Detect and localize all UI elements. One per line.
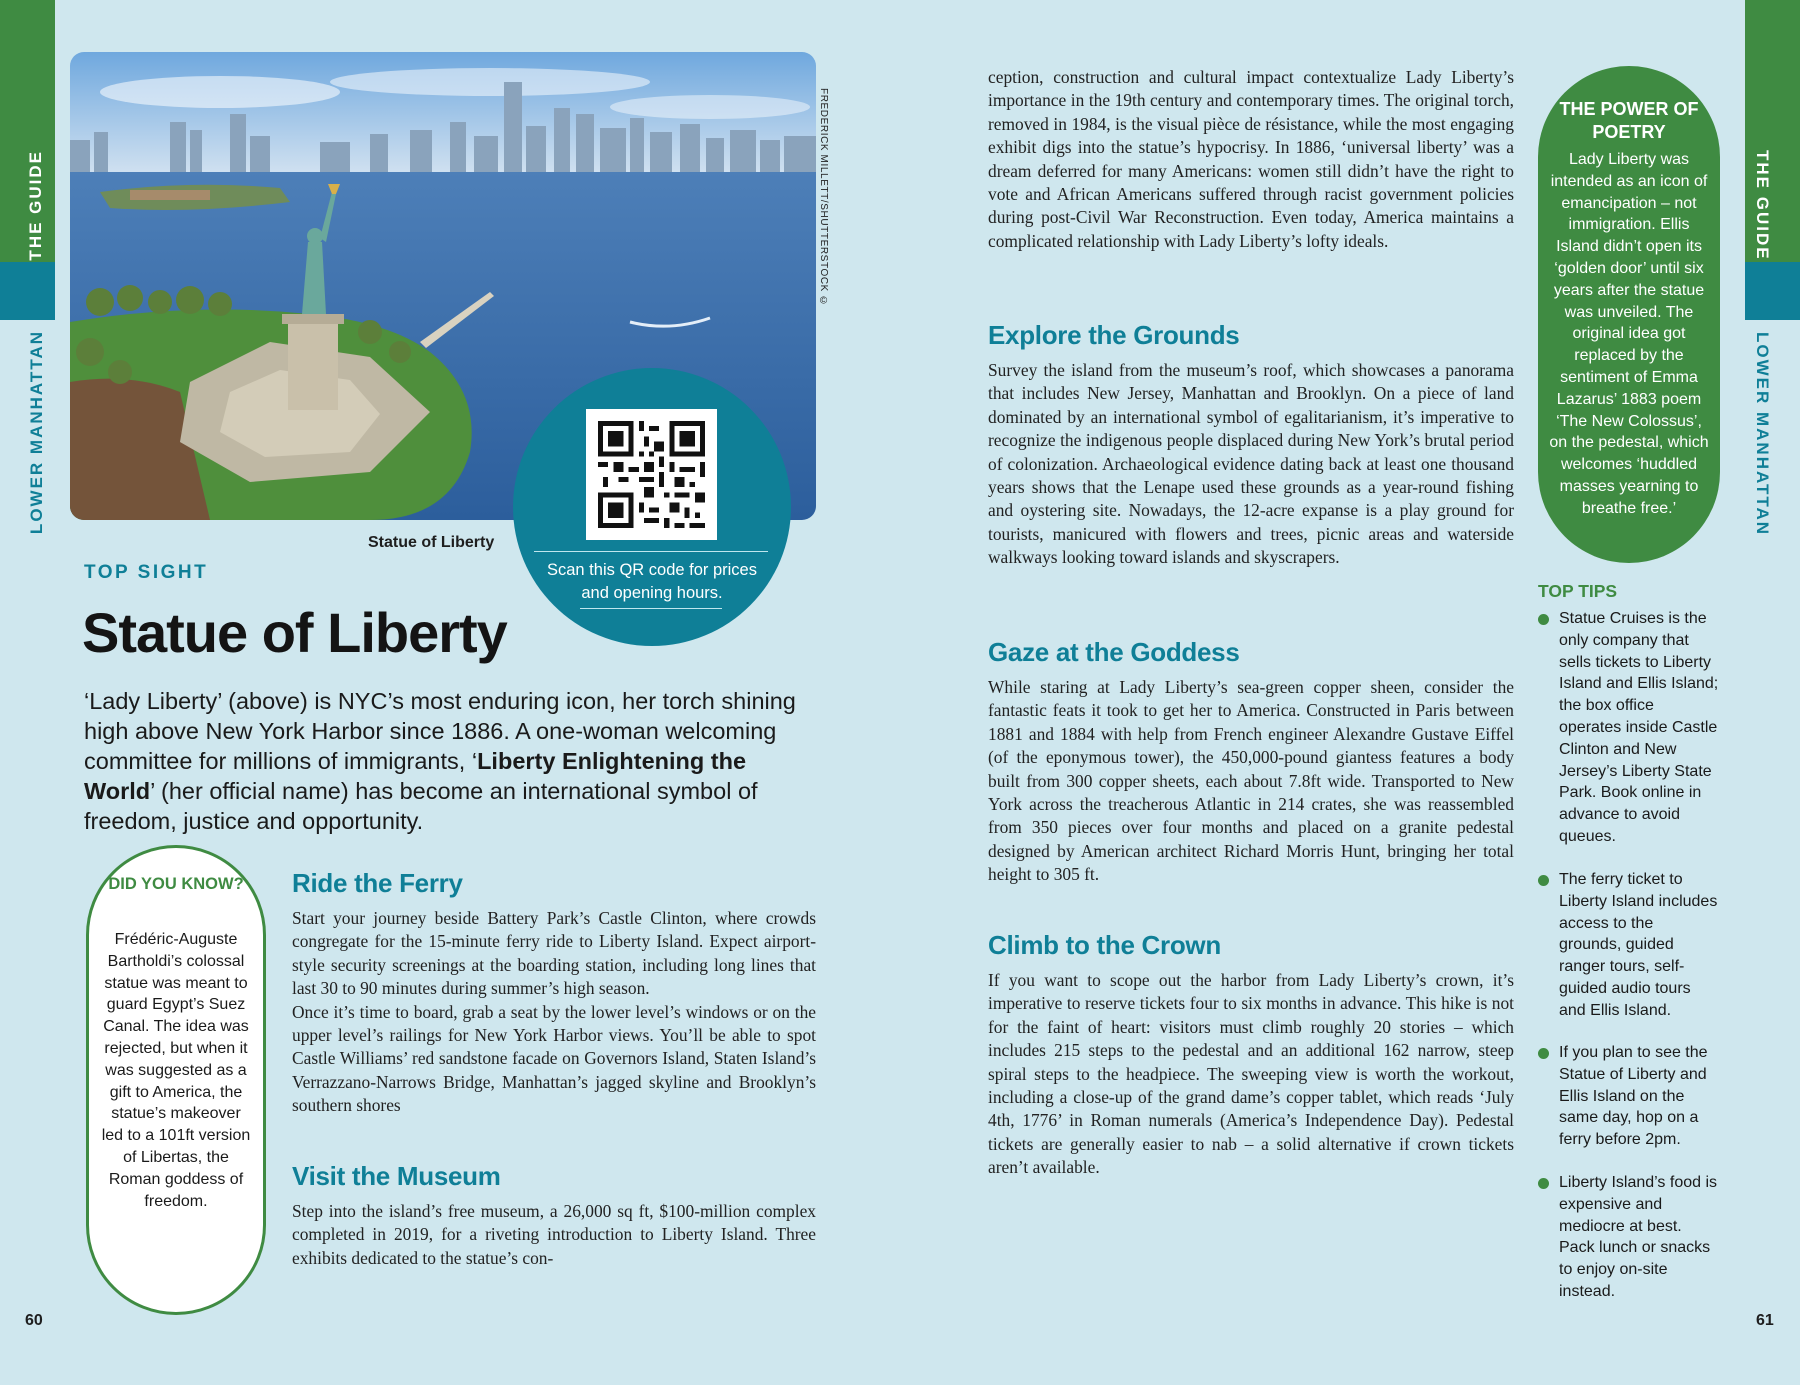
bullet-icon [1538,875,1549,886]
right-tab-section-label: LOWER MANHATTAN [1753,332,1772,537]
right-tab-accent [1745,262,1800,320]
tip-text: Statue Cruises is the only company that sells tickets to Liberty Island and Ellis Island; the box office operates inside Castle Clinton and New Jersey’s Liberty State Park. Book online in advance to avoid queues. [1559,610,1719,845]
tip-text: Liberty Island’s food is expensive and mediocre at best. Pack lunch or snacks to enjoy on-site instead. [1559,1174,1718,1300]
top-tips-title: TOP TIPS [1538,581,1618,601]
ferry-paragraph-1: Start your journey beside Battery Park’s Castle Clinton, where crowds congregate for the 15-minute ferry ride to Liberty Island. Expect airport-style security screenings at the boarding station, including long lines that last 30 to 90 minutes during summer’s high season. [292,908,816,999]
tip-text: If you plan to see the Statue of Liberty and Ellis Island on the same day, hop on a ferry before 2pm. [1559,1044,1708,1149]
qr-caption-line-2: and opening hours. [581,584,723,602]
left-tab-accent [0,262,55,320]
ferry-body [292,907,816,1118]
tip-text: The ferry ticket to Liberty Island includes access to the grounds, guided ranger tours, self-guided audio tours and Ellis Island. [1559,871,1718,1019]
left-tab-section-label: LOWER MANHATTAN [27,330,46,535]
ferry-paragraph-2: Once it’s time to board, grab a seat by the lower level’s windows or on the upper level’s railings for New York Harbor views. You’ll be able to spot Castle Williams’ red sandstone facade on Governors Island, Staten Island’s Verrazzano-Narrows Bridge, Manhattan’s jagged skyline and Brooklyn’s southern shores [292,1001,816,1116]
lead-text-2: ’ (her official name) has become an international symbol of freedom, justice and opportunity. [84,778,758,834]
qr-caption-line-1: Scan this QR code for prices [546,561,757,579]
photo-credit: FREDERICK MILLETT/SHUTTERSTOCK © [818,88,829,307]
qr-code-icon [598,421,705,528]
goddess-paragraph: While staring at Lady Liberty’s sea-green copper sheen, consider the fantastic feats it took to get her to America. Constructed in Paris between 1881 and 1884 with help from French engineer Alexandre Gustave Eiffel (of the eponymous tower), the 450,000-pound giantess features a body built from 300 copper sheets, each about 7.8ft wide. Transported to New York across the treacherous Atlantic in 214 crates, she was reassembled from 350 pieces over four months and placed on a granite pedestal designed by American architect Richard Morris Hunt, bringing her total height to 305 ft. [988,677,1514,885]
did-you-know-title: DID YOU KNOW? [108,875,244,893]
museum-paragraph-1: Step into the island’s free museum, a 26,000 sq ft, $100-million complex completed in 2019, for a riveting introduction to Liberty Island. Three exhibits dedicated to the statue’s con- [292,1201,816,1268]
page-number-right: 61 [1756,1312,1774,1329]
power-of-poetry-title: THE POWER OF POETRY [1559,99,1699,142]
left-tab-guide-label: THE GUIDE [26,150,45,261]
did-you-know-text: Frédéric-Auguste Bartholdi’s colossal statue was meant to guard Egypt’s Suez Canal. The idea was rejected, but when it was suggested as a gift to America, the statue’s makeover led to a 101ft version of Libertas, the Roman goddess of freedom. [101,931,251,1210]
top-sight-kicker: TOP SIGHT [84,562,209,583]
page-number-left: 60 [25,1312,43,1329]
qr-code[interactable] [586,409,717,540]
heading-explore-the-grounds: Explore the Grounds [988,320,1240,350]
lead-official-name: Liberty Enlightening the World [84,748,747,804]
qr-rule-bottom [580,608,722,609]
qr-rule-top [534,551,768,552]
heading-climb-to-the-crown: Climb to the Crown [988,930,1221,960]
heading-ride-the-ferry: Ride the Ferry [292,868,463,898]
crown-paragraph: If you want to scope out the harbor from Lady Liberty’s crown, it’s imperative to reserve tickets four to six months in advance. This hike is not for the faint of heart: visitors must climb roughly 20 stories – which includes 215 steps to the pedestal and an additional 162 narrow, steep spiral steps to the headpiece. The sweeping view is worth the workout, including a close-up of the grand dame’s copper tablet, which reads ‘July 4th, 1776’ in Roman numerals (America’s Independence Day). Pedestal tickets are generally easier to nab – a solid alternative if crown tickets aren’t available. [988,970,1514,1178]
page-title: Statue of Liberty [82,601,507,664]
lead-paragraph [84,686,814,836]
photo-caption: Statue of Liberty [368,534,495,551]
bullet-icon [1538,1178,1549,1189]
heading-visit-the-museum: Visit the Museum [292,1161,501,1191]
bullet-icon [1538,1048,1549,1059]
heading-gaze-at-the-goddess: Gaze at the Goddess [988,637,1240,667]
grounds-paragraph: Survey the island from the museum’s roof, which showcases a panorama that includes New Jersey, Manhattan and Brooklyn. On a piece of land dominated by an international symbol of egalitarianism, it’s imperative to recognize the indigenous people displaced during New York’s brutal period of colonization. Archaeological evidence dating back at least one thousand years shows that the Lenape used these grounds as a year-round fishing and oystering site. Nowadays, the 12-acre expanse is a play ground for tourists, manicured with flowers and trees, picnic areas and waterside walkways looking toward islands and skyscrapers. [988,360,1514,568]
museum-paragraph-continued: ception, construction and cultural impact contextualize Lady Liberty’s importance in the 19th century and contemporary times. The original torch, removed in 1984, is the visual pièce de résistance, while the most engaging exhibit digs into the statue’s hypocrisy. In 1886, ‘universal liberty’ was a dream deferred for many Americans: women still didn’t have the right to vote and African Americans suffered through racist government policies during post-Civil War Reconstruction. Even today, America maintains a complicated relationship with Lady Liberty’s lofty ideals. [988,67,1514,251]
right-tab-guide-label: THE GUIDE [1753,150,1772,261]
qr-caption [530,559,774,605]
bullet-icon [1538,614,1549,625]
power-of-poetry-text: Lady Liberty was intended as an icon of emancipation – not immigration. Ellis Island didn’t open its ‘golden door’ until six years after the statue was unveiled. The original idea got replaced by the sentiment of Emma Lazarus’ 1883 poem ‘The New Colossus’, on the pedestal, which welcomes ‘huddled masses yearning to breathe free.’ [1549,151,1709,517]
lead-text-1: ‘Lady Liberty’ (above) is NYC’s most enduring icon, her torch shining high above New York Harbor since 1886. A one-woman welcoming committee for millions of immigrants, ‘ [84,688,796,774]
